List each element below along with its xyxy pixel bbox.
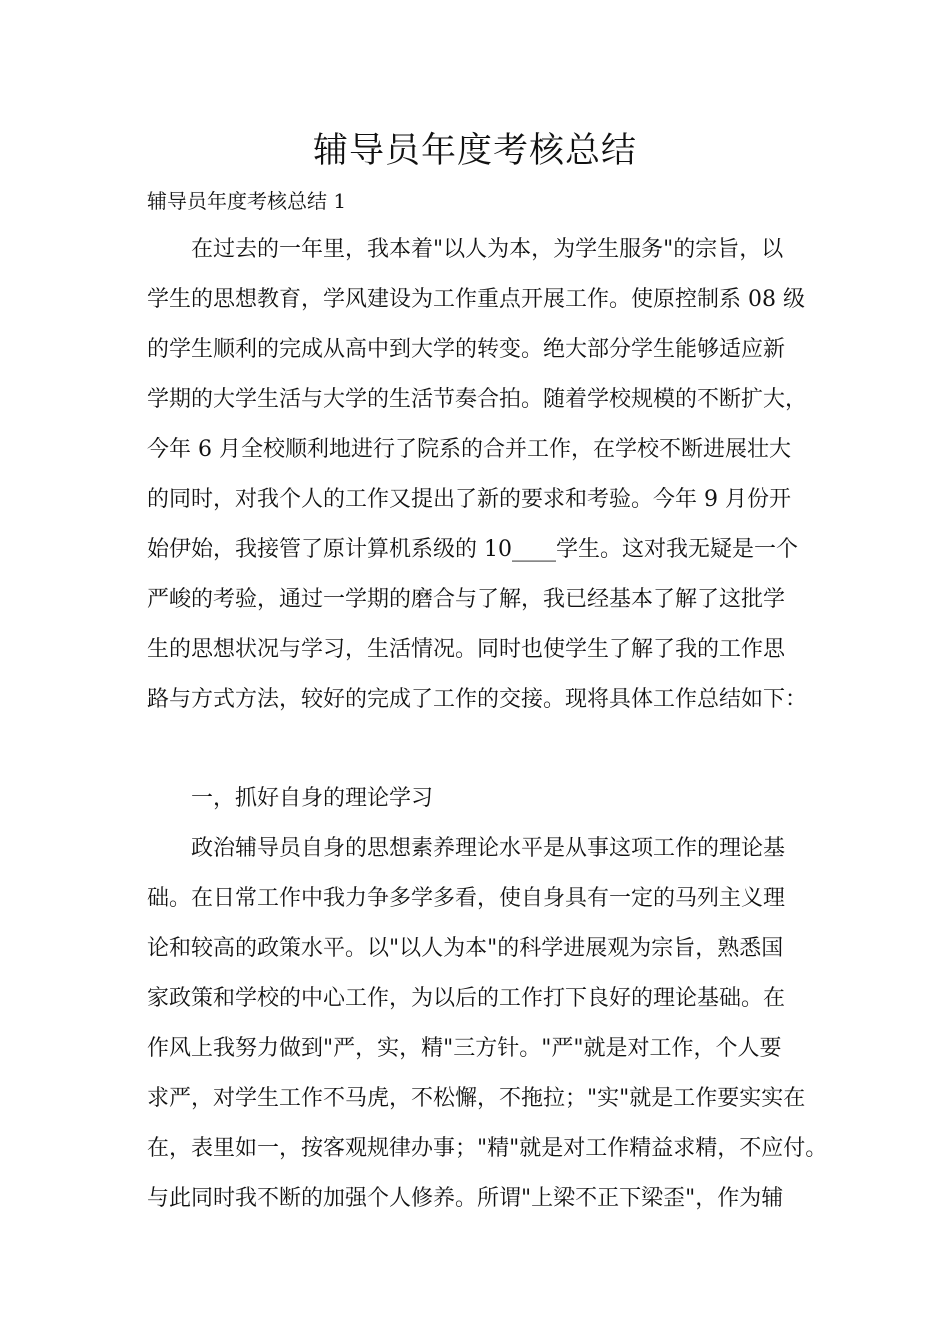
paragraph-line: 与此同时我不断的加强个人修养。所谓"上梁不正下梁歪"，作为辅 xyxy=(147,1186,784,1211)
paragraph-line: 家政策和学校的中心工作，为以后的工作打下良好的理论基础。在 xyxy=(147,986,786,1011)
paragraph-line: 在，表里如一，按客观规律办事；"精"就是对工作精益求精，不应付。 xyxy=(147,1136,828,1161)
document-title: 辅导员年度考核总结 xyxy=(312,131,637,171)
paragraph-line: 在过去的一年里，我本着"以人为本，为学生服务"的宗旨，以 xyxy=(191,237,784,262)
paragraph-line: 始伊始，我接管了原计算机系级的 10____学生。这对我无疑是一个 xyxy=(147,537,798,562)
paragraph-line: 础。在日常工作中我力争多学多看，使自身具有一定的马列主义理 xyxy=(147,886,786,911)
paragraph-line: 作风上我努力做到"严，实，精"三方针。"严"就是对工作，个人要 xyxy=(147,1036,782,1061)
paragraph-line: 的同时，对我个人的工作又提出了新的要求和考验。今年 9 月份开 xyxy=(147,487,791,512)
paragraph-line: 严峻的考验，通过一学期的磨合与了解，我已经基本了解了这批学 xyxy=(147,587,786,612)
paragraph-line: 求严，对学生工作不马虎，不松懈，不拖拉；"实"就是工作要实实在 xyxy=(147,1086,806,1111)
paragraph-line: 论和较高的政策水平。以"以人为本"的科学进展观为宗旨，熟悉国 xyxy=(147,936,784,961)
section-heading: 一，抓好自身的理论学习 xyxy=(191,786,434,811)
paragraph-line: 路与方式方法，较好的完成了工作的交接。现将具体工作总结如下： xyxy=(147,687,808,712)
paragraph-line: 学期的大学生活与大学的生活节奏合拍。随着学校规模的不断扩大， xyxy=(147,387,808,412)
paragraph-line: 学生的思想教育，学风建设为工作重点开展工作。使原控制系 08 级 xyxy=(147,287,805,312)
paragraph-line: 的学生顺利的完成从高中到大学的转变。绝大部分学生能够适应新 xyxy=(147,337,786,362)
paragraph-line: 政治辅导员自身的思想素养理论水平是从事这项工作的理论基 xyxy=(191,836,786,861)
paragraph-line: 今年 6 月全校顺利地进行了院系的合并工作，在学校不断进展壮大 xyxy=(147,437,791,462)
document-subtitle: 辅导员年度考核总结 1 xyxy=(147,189,347,213)
paragraph-line: 生的思想状况与学习，生活情况。同时也使学生了解了我的工作思 xyxy=(147,637,786,662)
